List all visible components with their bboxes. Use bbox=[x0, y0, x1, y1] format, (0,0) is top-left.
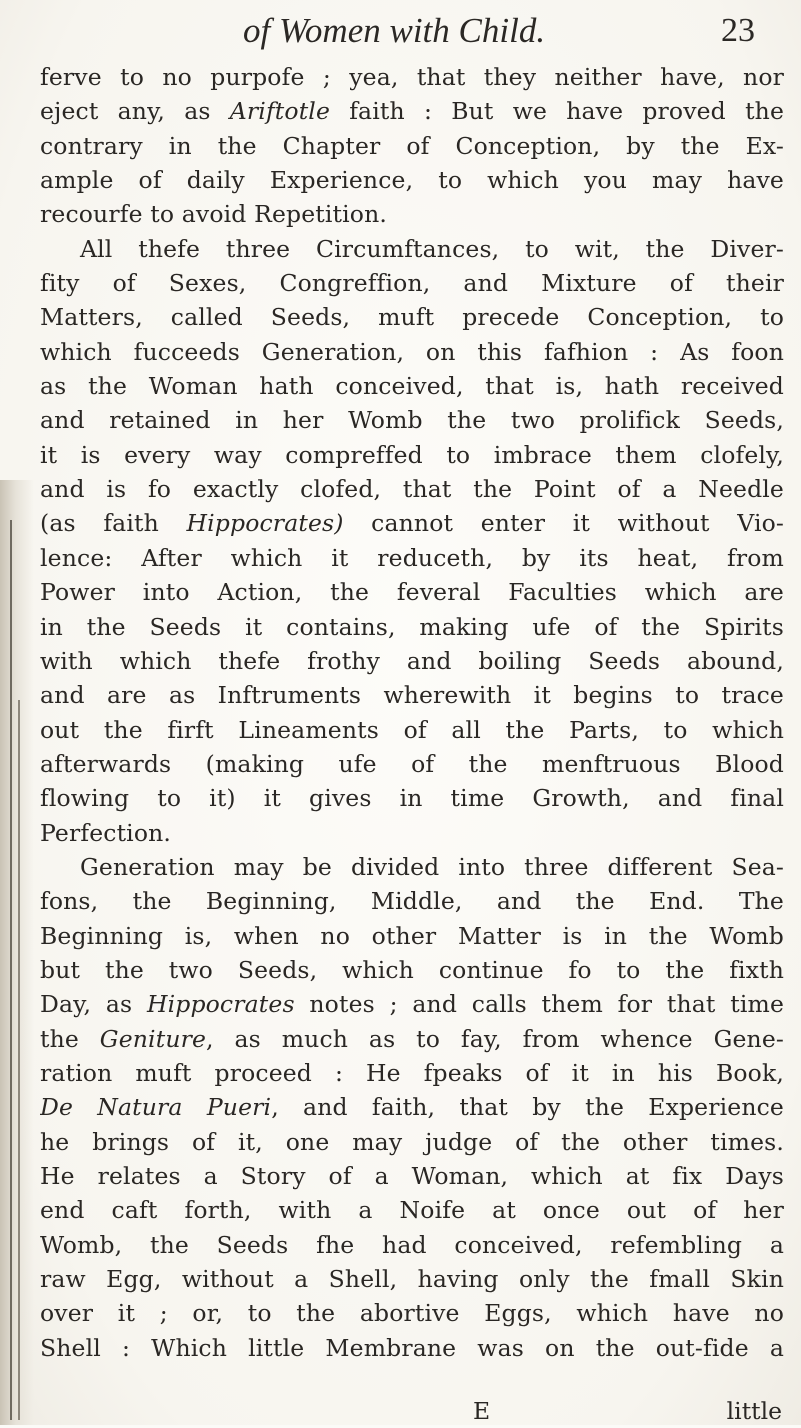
italic-run: Hippocrates bbox=[146, 990, 295, 1019]
text-line bbox=[40, 300, 784, 334]
page-header bbox=[243, 6, 755, 56]
text-line bbox=[40, 1228, 784, 1262]
text-line bbox=[40, 94, 784, 128]
text-run: with which thefe frothy and boiling Seeds abound, bbox=[40, 646, 784, 675]
catchword: little bbox=[726, 1397, 782, 1425]
text-run: Day, as bbox=[40, 990, 147, 1019]
text-run: over it ; or, to the abortive Eggs, which have no bbox=[40, 1299, 784, 1328]
text-line bbox=[40, 575, 784, 609]
text-run: faith : But we have proved the bbox=[330, 97, 784, 126]
text-line bbox=[40, 987, 784, 1021]
text-run: flowing to it) it gives in time Growth, and final bbox=[40, 784, 784, 813]
text-run: lence: After which it reduceth, by its heat, from bbox=[40, 543, 784, 572]
text-line bbox=[40, 610, 784, 644]
signature-mark: E bbox=[473, 1397, 491, 1425]
text-run: eject any, as bbox=[40, 97, 230, 126]
text-run: which fucceeds Generation, on this fafhion : As foon bbox=[40, 337, 784, 366]
text-line bbox=[40, 403, 784, 437]
text-line bbox=[40, 644, 784, 678]
text-run: the bbox=[40, 1024, 100, 1053]
body-text bbox=[40, 60, 784, 1365]
text-run: out the firft Lineaments of all the Parts, to which bbox=[40, 715, 784, 744]
text-line bbox=[40, 713, 784, 747]
text-run: , and faith, that by the Experience bbox=[271, 1093, 784, 1122]
text-run: Matters, called Seeds, muft precede Conception, to bbox=[40, 303, 784, 332]
text-line bbox=[40, 816, 784, 850]
text-line bbox=[40, 438, 784, 472]
text-line bbox=[40, 953, 784, 987]
text-line bbox=[40, 369, 784, 403]
text-run: but the two Seeds, which continue fo to the fixth bbox=[40, 955, 784, 984]
text-line bbox=[40, 1056, 784, 1090]
text-line bbox=[40, 129, 784, 163]
text-line bbox=[40, 335, 784, 369]
text-run: contrary in the Chapter of Conception, by the Ex- bbox=[40, 131, 784, 160]
running-head: of Women with Child. bbox=[243, 11, 546, 50]
text-line bbox=[40, 506, 784, 540]
text-run: and are as Inftruments wherewith it begins to trace bbox=[40, 681, 784, 710]
gutter-edge-line bbox=[18, 700, 20, 1420]
text-run: in the Seeds it contains, making ufe of the Spirits bbox=[40, 612, 784, 641]
text-line bbox=[40, 919, 784, 953]
text-run: ample of daily Experience, to which you may have bbox=[40, 166, 784, 195]
text-run: Generation may be divided into three different Sea- bbox=[80, 852, 784, 881]
text-run: notes ; and calls them for that time bbox=[294, 990, 784, 1019]
text-line bbox=[40, 197, 784, 231]
text-run: raw Egg, without a Shell, having only the fmall Skin bbox=[40, 1265, 784, 1294]
text-run: (as faith bbox=[40, 509, 187, 538]
text-line bbox=[40, 1331, 784, 1365]
text-run: Shell : Which little Membrane was on the out-fide a bbox=[40, 1333, 784, 1362]
text-run: ration muft proceed : He fpeaks of it in his Book, bbox=[40, 1058, 784, 1087]
text-run: it is every way compreffed to imbrace them clofely, bbox=[40, 440, 784, 469]
page-number: 23 bbox=[721, 12, 755, 49]
text-line bbox=[40, 1159, 784, 1193]
page-footer bbox=[40, 1394, 784, 1428]
italic-run: De Natura Pueri bbox=[40, 1093, 272, 1122]
italic-run: Ariftotle bbox=[229, 97, 331, 126]
text-run: end caft forth, with a Noife at once out of her bbox=[40, 1196, 784, 1225]
text-line bbox=[40, 232, 784, 266]
text-line bbox=[40, 781, 784, 815]
text-line bbox=[40, 850, 784, 884]
italic-run: Hippocrates) bbox=[186, 509, 344, 538]
text-run: ferve to no purpofe ; yea, that they neither have, nor bbox=[40, 63, 784, 91]
text-run: afterwards (making ufe of the menftruous Blood bbox=[40, 749, 784, 778]
text-line bbox=[40, 884, 784, 918]
text-run: cannot enter it without Vio- bbox=[343, 509, 784, 538]
text-run: Power into Action, the feveral Faculties which are bbox=[40, 578, 784, 607]
text-run: fity of Sexes, Congreffion, and Mixture of their bbox=[40, 269, 784, 298]
text-line bbox=[40, 472, 784, 506]
text-line bbox=[40, 678, 784, 712]
text-line bbox=[40, 1125, 784, 1159]
text-line bbox=[40, 1296, 784, 1330]
text-run: Beginning is, when no other Matter is in the Womb bbox=[40, 921, 784, 950]
italic-run: Geniture bbox=[99, 1024, 207, 1053]
text-run: and is fo exactly clofed, that the Point of a Needle bbox=[40, 475, 784, 504]
gutter-edge-line bbox=[10, 520, 12, 1420]
text-run: and retained in her Womb the two prolifick Seeds, bbox=[40, 406, 784, 435]
text-line bbox=[40, 1262, 784, 1296]
text-run: All thefe three Circumftances, to wit, the Diver- bbox=[80, 234, 784, 263]
text-line bbox=[40, 1022, 784, 1056]
text-run: as the Woman hath conceived, that is, hath received bbox=[40, 372, 784, 401]
text-line bbox=[40, 1090, 784, 1124]
text-run: Womb, the Seeds fhe had conceived, refembling a bbox=[40, 1230, 784, 1259]
text-run: fons, the Beginning, Middle, and the End. The bbox=[40, 887, 784, 916]
text-run: , as much as to fay, from whence Gene- bbox=[206, 1024, 784, 1053]
text-line bbox=[40, 60, 784, 94]
text-line bbox=[40, 1193, 784, 1227]
text-run: recourfe to avoid Repetition. bbox=[40, 200, 387, 229]
text-run: He relates a Story of a Woman, which at fix Days bbox=[40, 1162, 784, 1190]
text-line bbox=[40, 747, 784, 781]
page-gutter-shadow bbox=[0, 480, 34, 1425]
text-line bbox=[40, 266, 784, 300]
text-line bbox=[40, 163, 784, 197]
text-line bbox=[40, 541, 784, 575]
text-run: Perfection. bbox=[40, 818, 172, 847]
text-run: he brings of it, one may judge of the other times. bbox=[40, 1127, 784, 1156]
